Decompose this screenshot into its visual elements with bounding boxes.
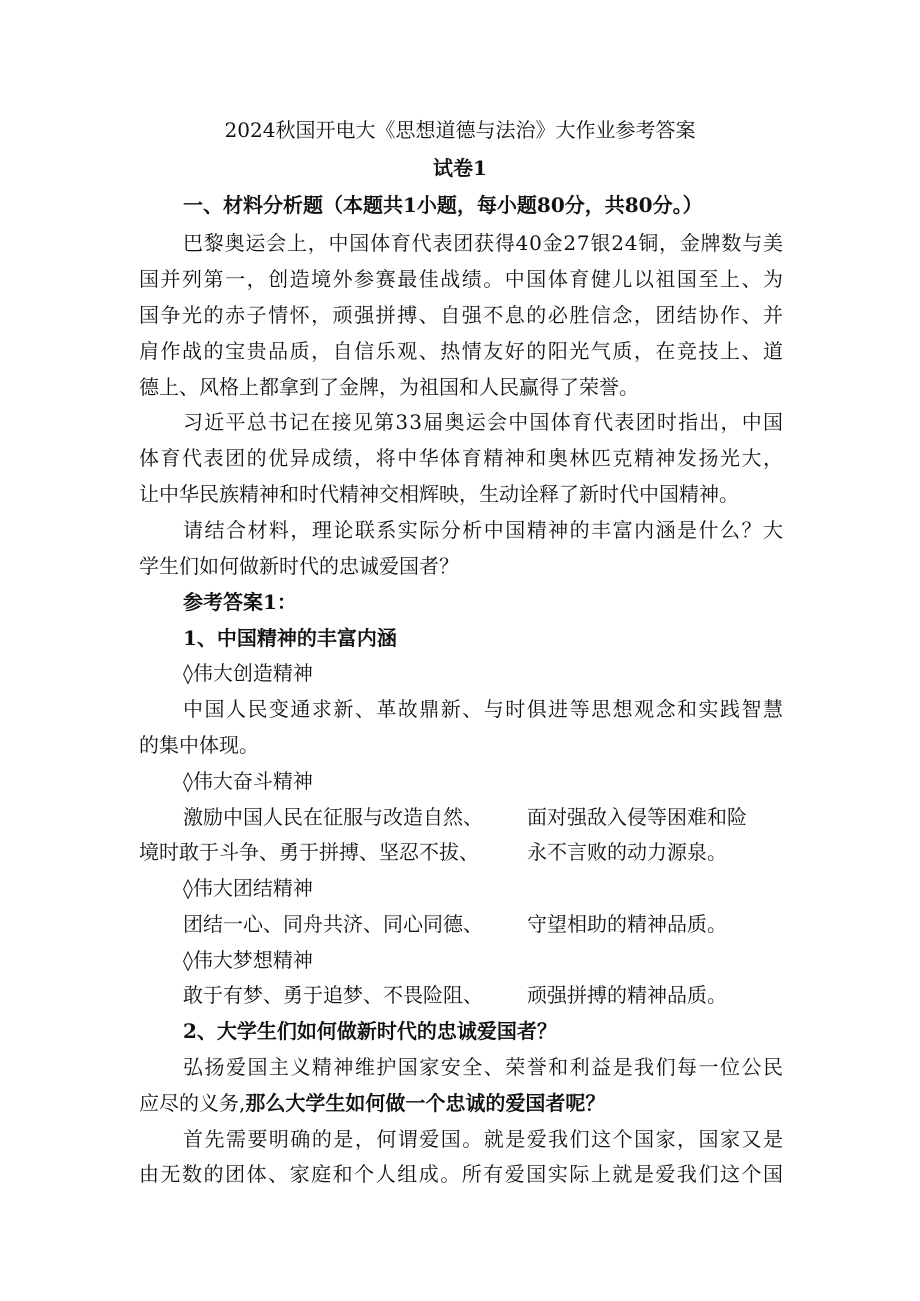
para2-line: 让中华民族精神和时代精神交相辉映，生动诠释了新时代中国精神。 xyxy=(139,482,739,506)
para1-line: 巴黎奥运会上，中国体育代表团获得40金27银24铜，金牌数与美 xyxy=(183,231,784,255)
section1-heading: 一、材料分析题（本题共1小题，每小题80分，共80分。） xyxy=(183,193,703,217)
para4-line: 由无数的团体、家庭和个人组成。所有爱国实际上就是爱我们这个国 xyxy=(139,1162,785,1186)
spirit-struggle-text: 面对强敌入侵等困难和险 xyxy=(527,805,747,829)
para3-bold-question: 那么大学生如何做一个忠诚的爱国者呢？ xyxy=(245,1091,606,1115)
para3-line: 弘扬爱国主义精神维护国家安全、荣誉和利益是我们每一位公民 xyxy=(183,1055,785,1079)
spirit-creation-text: 的集中体现。 xyxy=(139,733,259,757)
document-title: 2024秋国开电大《思想道德与法治》大作业参考答案 xyxy=(224,118,696,142)
spirit-struggle-title: ◊伟大奋斗精神 xyxy=(183,769,313,793)
spirit-struggle-text: 永不言败的动力源泉。 xyxy=(527,840,727,864)
document-subtitle: 试卷1 xyxy=(433,156,487,180)
spirit-dream-text: 顽强拼搏的精神品质。 xyxy=(527,983,727,1007)
para2-line: 习近平总书记在接见第33届奥运会中国体育代表团时指出，中国 xyxy=(183,410,785,434)
spirit-dream-title: ◊伟大梦想精神 xyxy=(183,948,313,972)
spirit-unity-text: 团结一心、同舟共济、同心同德、 xyxy=(183,912,483,936)
heading-patriot: 2、大学生们如何做新时代的忠诚爱国者？ xyxy=(183,1019,557,1043)
spirit-struggle-text: 激励中国人民在征服与改造自然、 xyxy=(183,805,483,829)
para2-line: 体育代表团的优异成绩，将中华体育精神和奥林匹克精神发扬光大， xyxy=(139,446,785,470)
question-line: 请结合材料，理论联系实际分析中国精神的丰富内涵是什么？大 xyxy=(183,518,785,542)
spirit-creation-title: ◊伟大创造精神 xyxy=(183,661,313,685)
spirit-unity-title: ◊伟大团结精神 xyxy=(183,876,313,900)
spirit-creation-text: 中国人民变通求新、革故鼎新、与时俱进等思想观念和实践智慧 xyxy=(183,697,785,721)
question-line: 学生们如何做新时代的忠诚爱国者？ xyxy=(139,554,459,578)
para1-line: 德上、风格上都拿到了金牌，为祖国和人民赢得了荣誉。 xyxy=(139,375,639,399)
heading-china-spirit: 1、中国精神的丰富内涵 xyxy=(183,626,397,650)
para1-line: 国争光的赤子情怀，顽强拼搏、自强不息的必胜信念，团结协作、并 xyxy=(139,303,785,327)
spirit-unity-text: 守望相助的精神品质。 xyxy=(527,912,727,936)
spirit-dream-text: 敢于有梦、勇于追梦、不畏险阻、 xyxy=(183,983,483,1007)
spirit-struggle-text: 境时敢于斗争、勇于拼搏、坚忍不拔、 xyxy=(139,840,479,864)
para1-line: 国并列第一，创造境外参赛最佳战绩。中国体育健儿以祖国至上、为 xyxy=(139,267,785,291)
para3-line xyxy=(139,1091,605,1115)
para4-line: 首先需要明确的是，何谓爱国。就是爱我们这个国家，国家又是 xyxy=(183,1127,785,1151)
para3-text: 应尽的义务, xyxy=(139,1091,246,1115)
para1-line: 肩作战的宝贵品质，自信乐观、热情友好的阳光气质，在竞技上、道 xyxy=(139,339,785,363)
answer-label: 参考答案1： xyxy=(183,590,297,614)
